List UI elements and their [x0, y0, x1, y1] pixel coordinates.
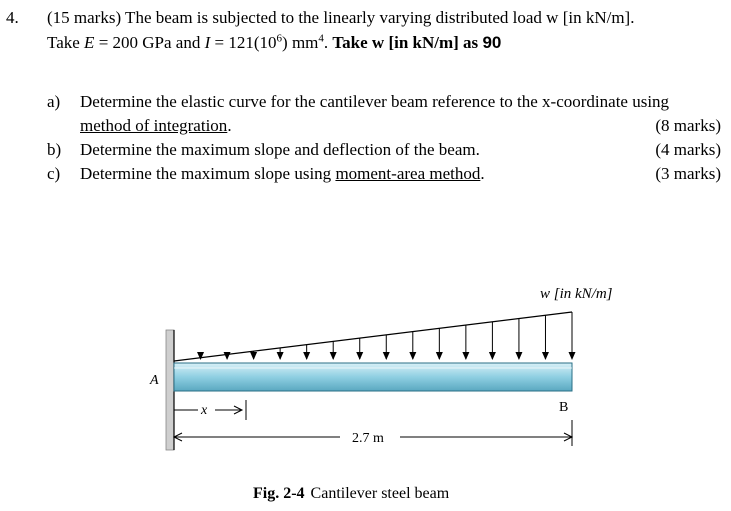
load-arrowhead [356, 352, 363, 360]
i-value: = 121(10 [210, 33, 277, 52]
part-c-text: Determine the maximum slope using moment-area method. [80, 164, 485, 183]
load-arrowhead [330, 352, 337, 360]
load-arrowhead [569, 352, 576, 360]
part-c-letter: c) [47, 164, 61, 183]
part-a-text: Determine the elastic curve for the cantilever beam reference to the x-coordinate using [80, 92, 670, 111]
load-arrowhead [250, 352, 257, 360]
load-arrowhead [409, 352, 416, 360]
load-arrowhead [303, 352, 310, 360]
x-label: x [201, 403, 208, 418]
load-arrowhead [515, 352, 522, 360]
moment-area-method: moment-area method [335, 164, 481, 183]
wall-support [166, 330, 174, 450]
load-arrowhead [542, 352, 549, 360]
part-a-marks: (8 marks) [655, 116, 721, 135]
w-value: 90 [482, 33, 502, 52]
load-arrowhead [383, 352, 390, 360]
i-symbol: I [204, 33, 211, 52]
load-arrowhead [436, 352, 443, 360]
support-label-a: A [150, 373, 159, 388]
e-symbol: E [84, 33, 95, 52]
e-value: = 200 GPa and [94, 33, 205, 52]
beam [174, 363, 572, 391]
i-exponent: 6 [276, 32, 283, 45]
load-distribution-line [174, 312, 572, 361]
problem-number: 4. [6, 8, 19, 27]
part-a-text-line2: method of integration. [80, 116, 232, 135]
part-c-marks: (3 marks) [655, 164, 721, 183]
i-unit: ) mm [282, 33, 319, 52]
figure-caption: Fig. 2-4 Cantilever steel beam [253, 485, 450, 502]
part-b-text: Determine the maximum slope and deflection of the beam. [80, 140, 480, 159]
end-label-b: B [559, 400, 569, 415]
load-arrowhead [197, 352, 204, 360]
i-unit-exponent: 4 [318, 32, 324, 45]
load-arrowhead [462, 352, 469, 360]
load-arrowhead [489, 352, 496, 360]
part-b-marks: (4 marks) [655, 140, 721, 159]
line2-tail: . [323, 33, 333, 52]
take-w-text: Take w [in kN/m] as [332, 33, 479, 52]
load-label: w [in kN/m] [540, 286, 613, 302]
part-b-letter: b) [47, 140, 62, 159]
load-arrowhead [224, 352, 231, 360]
load-arrowhead [277, 352, 284, 360]
take-text: Take [47, 33, 85, 52]
part-a-letter: a) [47, 92, 61, 111]
length-label: 2.7 m [352, 431, 384, 446]
problem-line-1: (15 marks) The beam is subjected to the linearly varying distributed load w [in kN/m]. [47, 8, 635, 27]
load-arrows [197, 312, 575, 360]
method-of-integration: method of integration [80, 116, 228, 135]
